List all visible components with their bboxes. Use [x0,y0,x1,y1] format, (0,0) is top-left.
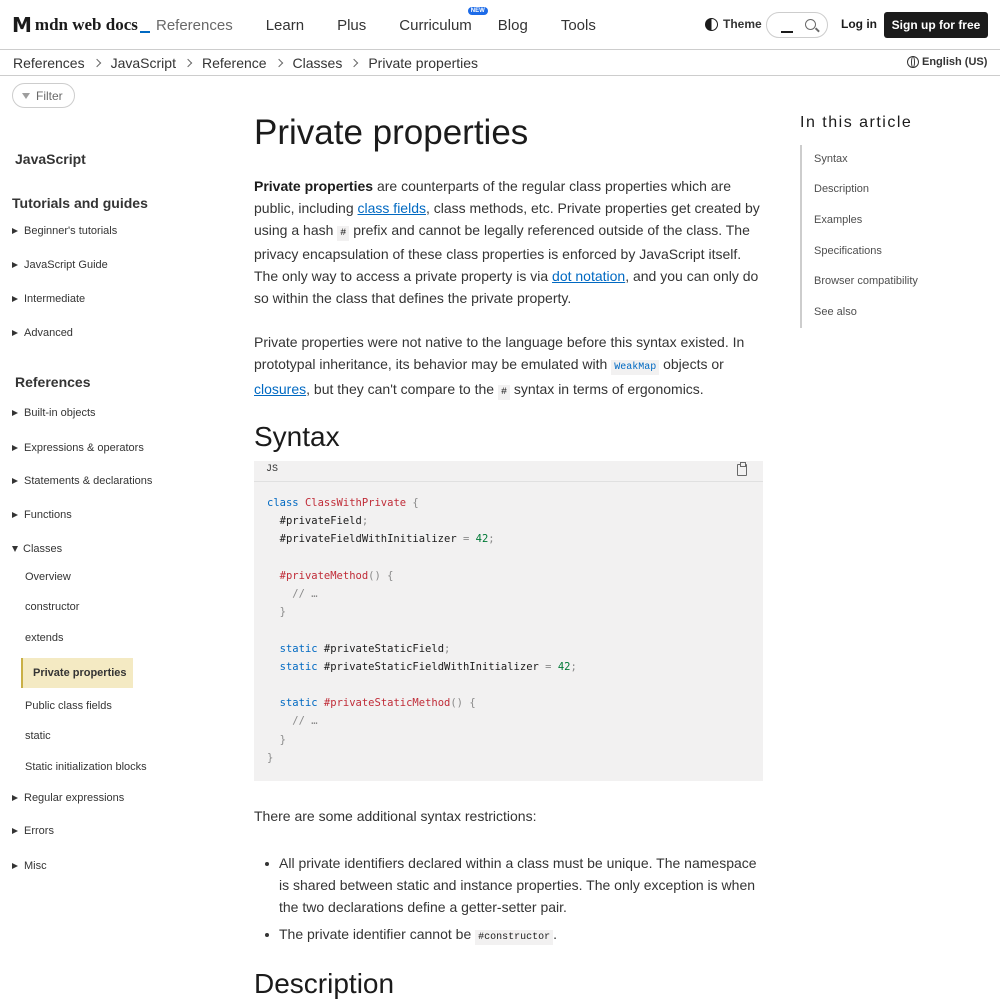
sidebar-item-classes[interactable] [12,543,62,555]
intro-bold: Private properties [254,178,374,194]
toc-divider [800,145,802,328]
theme-label: Theme [723,17,762,31]
list-item-text: All private identifiers declared within a class must be unique. The namespace is shared between static and instance properties. The only exception is when the two declarations define a getter-setter pair. [279,855,757,915]
sidebar-item-misc[interactable] [12,860,47,872]
nav-learn[interactable]: Learn [265,16,305,34]
sidebar-item-javascript-guide[interactable] [12,259,108,271]
sidebar-sub-static[interactable]: static [25,730,51,742]
breadcrumb-references[interactable]: References [13,55,85,71]
restrictions-list [254,853,764,955]
caret-right-icon [12,478,18,484]
nav-blog[interactable]: Blog [497,16,528,34]
sidebar-sub-overview[interactable]: Overview [25,571,71,583]
sidebar-item-label: Regular expressions [24,792,125,804]
nav-tools[interactable]: Tools [560,16,596,34]
toc-title: In this article [800,114,913,131]
copy-icon[interactable] [737,464,747,476]
sidebar-item-label: Misc [24,860,47,872]
mdn-logo[interactable] [12,13,150,37]
page-title: Private properties [254,113,529,152]
sidebar-item-label: Expressions & operators [24,442,144,454]
class-fields-link[interactable]: class fields [357,199,426,216]
search-input[interactable] [766,12,828,38]
breadcrumb-private-properties[interactable]: Private properties [368,55,479,71]
breadcrumb-javascript[interactable]: JavaScript [110,55,176,71]
caret-right-icon [12,512,18,518]
caret-down-icon [12,546,18,552]
theme-icon [705,18,718,31]
inline-code-hash: # [498,385,510,400]
sidebar-item-label: Statements & declarations [24,475,153,487]
signup-button[interactable]: Sign up for free [884,12,988,38]
sidebar-references-heading: References [15,374,91,390]
sidebar-item-label: Advanced [24,327,73,339]
sidebar-sub-extends[interactable]: extends [25,632,64,644]
list-item [254,853,764,918]
restrictions-intro: There are some additional syntax restrictions: [254,808,537,824]
dot-notation-link[interactable]: dot notation [552,268,626,285]
search-icon[interactable] [805,19,816,30]
sidebar-item-beginners-tutorials[interactable] [12,225,117,237]
list-item-text: . [553,926,558,943]
sidebar-javascript-heading[interactable]: JavaScript [15,151,86,167]
sidebar-filter-input[interactable] [12,83,75,108]
caret-right-icon [12,863,18,869]
closures-link[interactable]: closures [254,380,307,397]
sidebar-item-errors[interactable] [12,825,54,837]
toc-item-browser-compatibility[interactable]: Browser compatibility [814,275,918,287]
sidebar-tutorials-heading: Tutorials and guides [12,195,148,211]
paragraph-text: Private properties were not native to the language before this syntax existed. In prototypal inheritance, its behavior may be emulated with [254,334,745,372]
paragraph-text: syntax in terms of ergonomics. [509,380,704,397]
sidebar-item-label: Built-in objects [24,407,96,419]
logo-text: mdn web docs [34,15,138,34]
chevron-right-icon [92,59,100,67]
sidebar-item-built-in-objects[interactable] [12,407,96,419]
code-header [254,461,763,482]
caret-right-icon [12,262,18,268]
sidebar-item-label: Functions [24,509,72,521]
syntax-heading: Syntax [254,421,340,452]
nav-curriculum[interactable] [399,7,485,34]
nav-references[interactable]: References [156,16,233,34]
globe-icon [907,56,919,68]
breadcrumb-classes[interactable]: Classes [292,55,343,71]
sidebar-item-regular-expressions[interactable] [12,792,124,804]
intro-text: , and you can only do so within the class that defines the private property. [254,268,759,306]
filter-icon [22,93,30,99]
caret-right-icon [12,445,18,451]
search-cursor [781,31,793,33]
sidebar-item-statements-declarations[interactable] [12,475,152,487]
paragraph-text: objects or [659,355,724,372]
logo-underscore [140,31,150,33]
sidebar-item-label: JavaScript Guide [24,259,108,271]
breadcrumb [13,55,478,71]
breadcrumb-reference[interactable]: Reference [201,55,267,71]
sidebar-item-advanced[interactable] [12,327,73,339]
breadcrumb-bar [0,50,1000,76]
mdn-logo-icon: M [12,13,30,37]
toc-item-examples[interactable]: Examples [814,214,863,226]
sidebar-sub-static-initialization-blocks[interactable]: Static initialization blocks [25,761,147,773]
description-heading: Description [254,968,395,999]
theme-switcher[interactable] [705,17,762,31]
caret-right-icon [12,828,18,834]
intro-text: prefix and cannot be legally referenced outside of the class. The privacy encapsulation of these class properties is enforced by JavaScript itself. The only way to access a private property is via [254,221,750,285]
intro-paragraph [254,176,764,310]
sidebar-sub-public-class-fields[interactable]: Public class fields [25,700,112,712]
sidebar-item-label: Classes [23,543,63,555]
intro-text: are counterparts of the regular class properties which are public, including [254,178,732,216]
top-navigation [0,0,1000,50]
inline-code-hash: # [337,226,349,241]
toc-item-see-also[interactable]: See also [814,306,857,318]
code-block: class ClassWithPrivate { #privateField; #privateFieldWithInitializer = 42; #privateMethod() { // … } static #privateStaticField; static #privateStaticFieldWithInitializer = 42; static #privateStaticMethod() { // … } } [267,497,577,764]
paragraph-text: , but they can't compare to the [306,380,498,397]
nav-curriculum-label: Curriculum [399,16,472,34]
caret-right-icon [12,228,18,234]
login-link[interactable]: Log in [841,17,877,31]
sidebar-item-expressions-operators[interactable] [12,442,144,454]
intro-text: , class methods, etc. Private properties get created by using a hash [254,199,760,238]
chevron-right-icon [350,59,358,67]
weakmap-link[interactable]: WeakMap [611,360,659,375]
emulation-paragraph [254,332,764,403]
sidebar-item-functions[interactable] [12,509,72,521]
language-label: English (US) [922,56,988,68]
toc-item-description[interactable]: Description [814,183,870,195]
list-item [254,924,764,949]
list-item-text: The private identifier cannot be [279,926,476,943]
code-example [254,461,763,781]
sidebar-item-label: Errors [24,825,54,837]
sidebar-sub-private-properties-active[interactable]: Private properties [21,658,133,688]
filter-placeholder: Filter [36,88,63,103]
code-language-label: JS [266,464,279,475]
sidebar-sub-constructor[interactable]: constructor [25,601,80,613]
main-nav [156,0,629,50]
sidebar-item-intermediate[interactable] [12,293,85,305]
caret-right-icon [12,410,18,416]
chevron-right-icon [274,59,282,67]
caret-right-icon [12,795,18,801]
caret-right-icon [12,296,18,302]
toc-item-syntax[interactable]: Syntax [814,153,848,165]
toc-item-specifications[interactable]: Specifications [814,245,882,257]
sidebar-item-label: Beginner's tutorials [24,225,118,237]
chevron-right-icon [184,59,192,67]
nav-plus[interactable]: Plus [337,16,367,34]
sidebar-item-label: Intermediate [24,293,86,305]
inline-code-constructor: #constructor [475,930,553,945]
new-badge: NEW [468,7,488,15]
language-switcher[interactable] [907,56,987,68]
caret-right-icon [12,330,18,336]
